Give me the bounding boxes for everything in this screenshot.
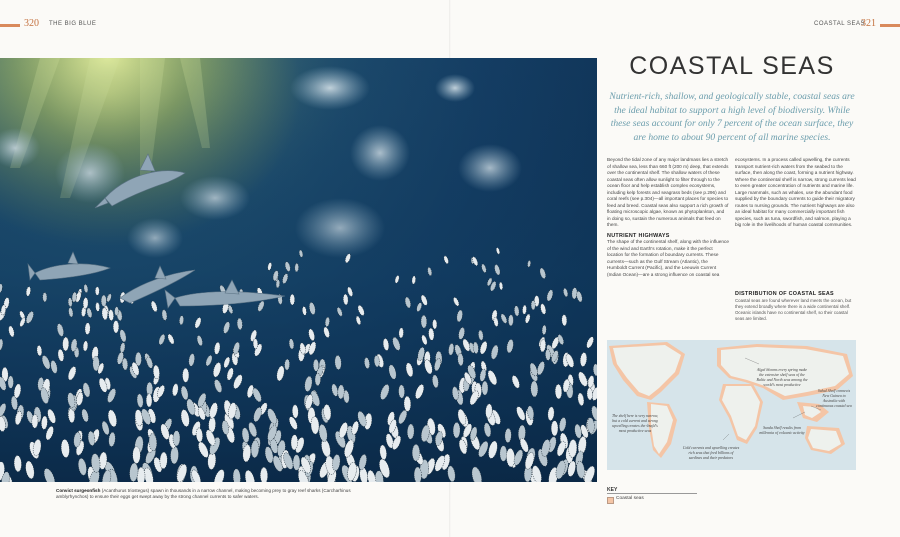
- surgeonfish: [43, 292, 47, 301]
- header-accent-bar: [0, 24, 20, 27]
- surgeonfish: [412, 444, 420, 461]
- caption-text: (Acanthurus triostegus) spawn in thousands in a narrow channel, making becoming prey to gray reef sharks (Carcharhinus amblyrhynchos) to ensure their eggs get swept away by the strong channel currents to safer waters.: [56, 488, 351, 500]
- surgeonfish: [500, 446, 507, 461]
- surgeonfish: [101, 295, 106, 306]
- key-item-coastal-seas: Coastal seas: [616, 496, 644, 501]
- coastal-seas-swatch: [607, 497, 614, 504]
- article-intro: Nutrient-rich, shallow, and geologically stable, coastal seas are the ideal habitat to support a high level of biodiversity. While these seas account for only 7 percent of the ocean surface, they are home to about 90 percent of all marine species.: [609, 91, 855, 143]
- body-paragraph: ecosystems. In a process called upwelling, the currents transport nutrient-rich waters from the seabed to the surface, then along the coast, forming a nutrient highway. Where the continental shelf is narrow, strong currents lead to even greater concentration of nutrients and marine life. Large mammals, such as whales, use the abundant food supplied by the boundary currents to guide their migratory routes to nursing grounds. The nutrient highways are also an ideal habitat for many commercially important fish species, such as tuna, swordfish, and salmon, playing a big role in the livelihoods of human coastal communities.: [735, 157, 856, 227]
- surgeonfish: [183, 368, 189, 382]
- article-title: COASTAL SEAS: [629, 52, 835, 80]
- subhead-nutrient-highways: NUTRIENT HIGHWAYS: [607, 232, 670, 239]
- surgeonfish: [551, 421, 558, 436]
- annotation-benguela: Cold currents and upwelling creates rich seas that feed billions of sardines and their predators: [682, 446, 740, 460]
- map-key-label: KEY: [607, 487, 618, 493]
- surgeonfish: [62, 337, 68, 351]
- surgeonfish: [32, 414, 38, 428]
- photo-caption: [56, 488, 356, 500]
- caption-title: Convict surgeonfish: [56, 488, 101, 493]
- annotation-narrow-shelf: The shelf here is very narrow, but a cold current and strong upwelling creates the world's most productive seas: [611, 414, 659, 433]
- body-paragraph: The shape of the continental shelf, along with the influence of the wind and Earth's rotation, make it the perfect location for the formation of boundary currents. These currents—such as the Gulf Stream (Atlantic), the Humboldt Current (Pacific), and the Leeuwin Current (Indian Ocean)—are a strong influence on coastal sea: [607, 239, 729, 277]
- page-number-right: 321: [861, 18, 876, 29]
- annotation-sahul: Sahul Shelf connects New Guinea to Australia with continuous coastal sea: [816, 389, 852, 408]
- surgeonfish: [531, 300, 535, 309]
- surgeonfish: [133, 447, 141, 464]
- underwater-photo: [0, 58, 597, 482]
- annotation-baltic: Algal blooms every spring make the extensive shelf seas of the Baltic and North seas among the world's most productive: [756, 368, 808, 387]
- surgeonfish: [147, 382, 153, 396]
- page-number-left: 320: [24, 18, 39, 29]
- sharks-and-surgeonfish-image: [0, 58, 597, 482]
- body-paragraph: Beyond the tidal zone of any major landmass lies a stretch of shallow sea, less than 660 ft (200 m) deep, that extends over the continental shelf. The shallow waters of these coastal seas often allow sunlight to filter through to the ocean floor and help establish complex ecosystems, including kelp forests and seagrass beds (see p.296) and coral reefs (see p.304)—all important places for species to feed and breed. Coastal seas also support a rich growth of floating microscopic algae, known as phytoplankton, and in doing so, sustain the numerous animals that feed on them.: [607, 157, 729, 227]
- header-accent-bar: [880, 24, 900, 27]
- map-title: DISTRIBUTION OF COASTAL SEAS: [735, 291, 834, 297]
- map-description: Coastal seas are found wherever land meets the ocean, but they extend broadly where there is a wide continental shelf. Oceanic islands have no continental shelf, so their coastal seas are limited.: [735, 298, 852, 321]
- surgeonfish: [293, 455, 300, 470]
- annotation-sunda: Sunda Shelf results from millennia of volcanic activity: [759, 426, 805, 435]
- key-divider: [607, 493, 697, 494]
- surgeonfish: [113, 321, 119, 333]
- running-head-left: THE BIG BLUE: [49, 21, 97, 27]
- surgeonfish: [482, 381, 488, 395]
- text-column-2: [735, 157, 857, 229]
- running-head-right: COASTAL SEAS: [814, 21, 866, 27]
- surgeonfish: [290, 294, 295, 305]
- text-column-1: [607, 157, 729, 278]
- surgeonfish: [8, 376, 14, 388]
- surgeonfish: [95, 287, 99, 296]
